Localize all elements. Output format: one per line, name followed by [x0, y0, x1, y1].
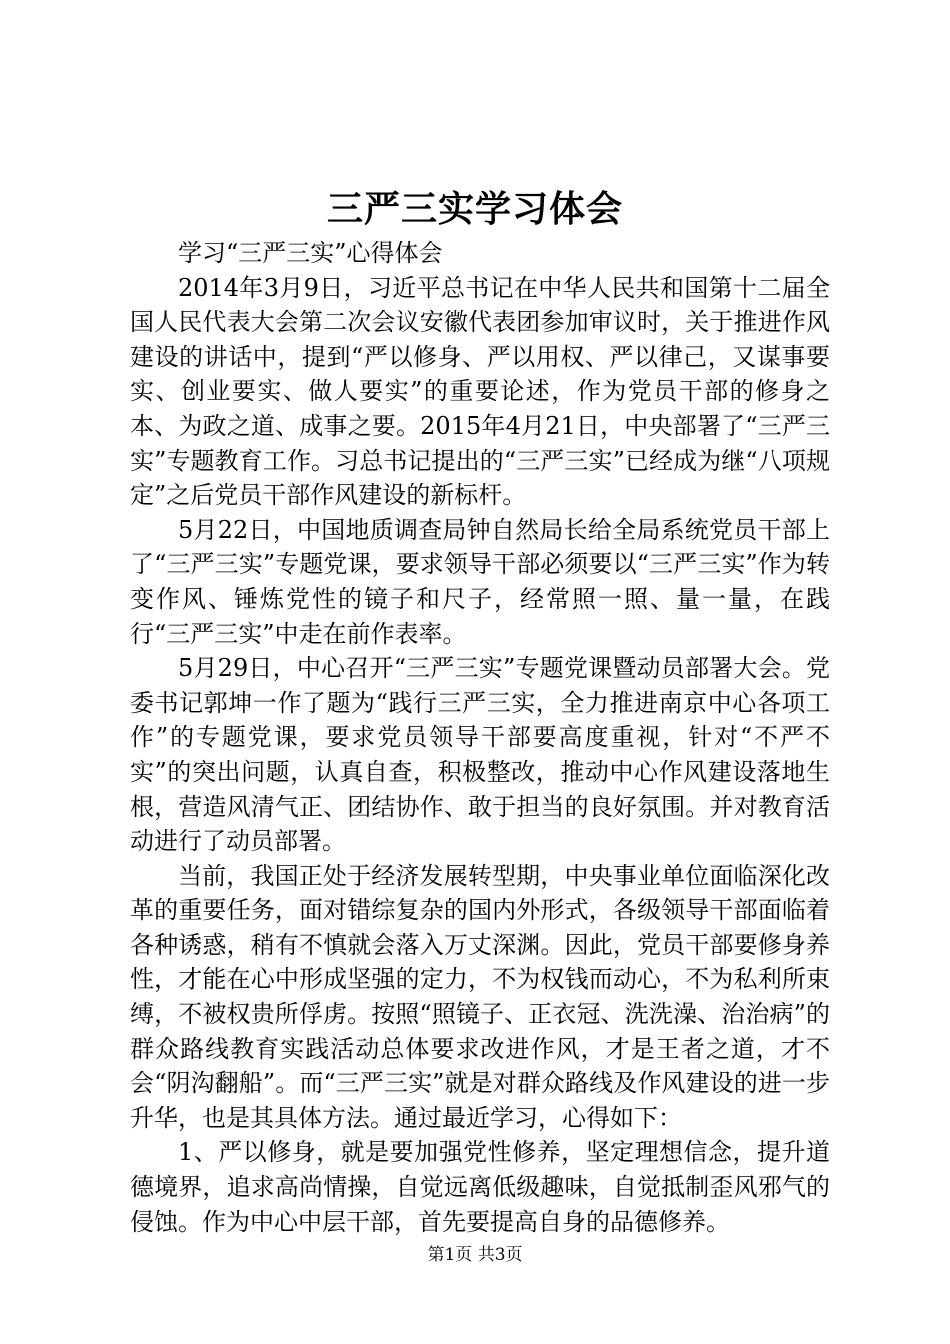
- document-title: 三严三实学习体会: [326, 188, 623, 230]
- paragraph: 当前，我国正处于经济发展转型期，中央事业单位面临深化改革的重要任务，面对错综复杂的国内外形式，各级领导干部面临着各种诱惑，稍有不慎就会落入万丈深渊。因此，党员干部要修身养性，才能在心中形成坚强的定力，不为权钱而动心，不为私利所束缚，不被权贵所俘虏。按照“照镜子、正衣冠、洗洗澡、治治病”的群众路线教育实践活动总体要求改进作风，才是王者之道，才不会“阴沟翻船”。而“三严三实”就是对群众路线及作风建设的进一步升华，也是其具体方法。通过最近学习，心得如下：: [130, 861, 830, 1132]
- paragraph: 5月22日，中国地质调查局钟自然局长给全局系统党员干部上了“三严三实”专题党课，要求领导干部必须要以“三严三实”作为转变作风、锤炼党性的镜子和尺子，经常照一照、量一量，在践行“三严三实”中走在前作表率。: [130, 515, 830, 648]
- paragraph-subtitle: 学习“三严三实”心得体会: [178, 239, 443, 267]
- paragraph: 1、严以修身，就是要加强党性修养，坚定理想信念，提升道德境界，追求高尚情操，自觉远离低级趣味，自觉抵制歪风邪气的侵蚀。作为中心中层干部，首先要提高自身的品德修养。: [130, 1138, 830, 1236]
- document-body: [130, 236, 830, 1239]
- paragraph: 2014年3月9日，习近平总书记在中华人民共和国第十二届全国人民代表大会第二次会议安徽代表团参加审议时，关于推进作风建设的讲话中，提到“严以修身、严以用权、严以律己，又谋事要实、创业要实、做人要实”的重要论述，作为党员干部的修身之本、为政之道、成事之要。2015年4月21日，中央部署了“三严三实”专题教育工作。习总书记提出的“三严三实”已经成为继“八项规定”之后党员干部作风建设的新标杆。: [130, 273, 830, 510]
- paragraph: 5月29日，中心召开“三严三实”专题党课暨动员部署大会。党委书记郭坤一作了题为“践行三严三实，全力推进南京中心各项工作”的专题党课，要求党员领导干部要高度重视，针对“不严不实”的突出问题，认真自查，积极整改，推动中心作风建设落地生根，营造风清气正、团结协作、敢于担当的良好氛围。并对教育活动进行了动员部署。: [130, 654, 830, 856]
- page-footer: 第1页 共3页: [427, 1245, 523, 1265]
